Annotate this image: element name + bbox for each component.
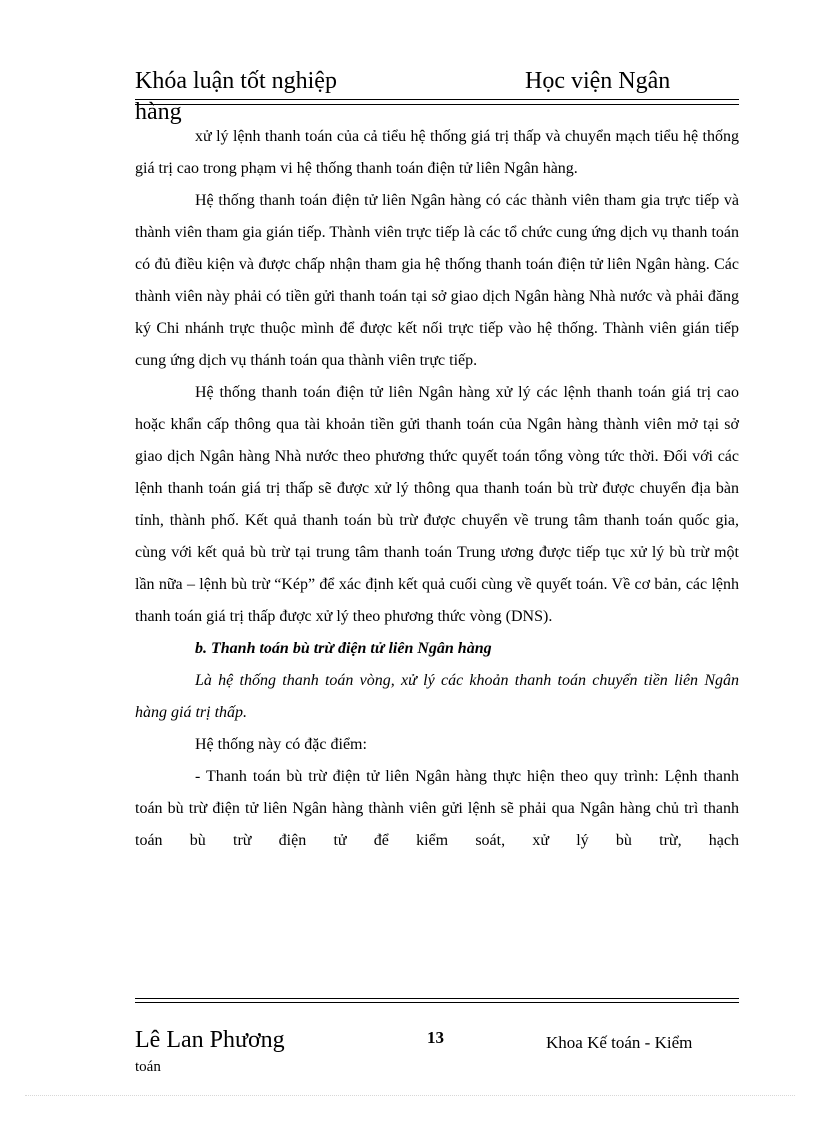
paragraph-features: Hệ thống này có đặc điểm: — [195, 736, 367, 753]
header-title-left: Khóa luận tốt nghiệp — [135, 68, 337, 94]
section-heading-b: b. Thanh toán bù trừ điện tử liên Ngân hàng — [195, 640, 492, 657]
header-rule-top — [135, 99, 739, 100]
footer-rule-bottom — [135, 1002, 739, 1003]
paragraph-italic-definition: Là hệ thống thanh toán vòng, xử lý các khoản thanh toán chuyển tiền liên Ngân hàng giá trị thấp. — [135, 672, 739, 721]
header-title-continuation: hàng — [135, 99, 182, 125]
header-title-right: Học viện Ngân — [525, 68, 671, 94]
page-number: 13 — [427, 1028, 444, 1047]
paragraph-last: - Thanh toán bù trừ điện tử liên Ngân hàng thực hiện theo quy trình: Lệnh thanh toán bù trừ điện tử liên Ngân hàng thành viên gửi lệnh sẽ phải qua Ngân hàng chủ trì thanh toán bù trừ điện tử để kiểm soát, xử lý bù trừ, hạch — [135, 768, 739, 849]
footer-author-continuation: toán — [135, 1059, 161, 1075]
paragraph-3: Hệ thống thanh toán điện tử liên Ngân hàng xử lý các lệnh thanh toán giá trị cao hoặc khẩn cấp thông qua tài khoản tiền gửi thanh toán của Ngân hàng thành viên mở tại sở giao dịch Ngân hàng Nhà nước theo phương thức quyết toán tổng vòng tức thời. Đối với các lệnh thanh toán giá trị thấp sẽ được xử lý thông qua thanh toán bù trừ được chuyển địa bàn tỉnh, thành phố. Kết quả thanh toán bù trừ được chuyển về trung tâm thanh toán quốc gia, cùng với kết quả bù trừ tại trung tâm thanh toán Trung ương được tiếp tục xử lý bù trừ một lần nữa – lệnh bù trừ “Kép” để xác định kết quả cuối cùng về quyết toán. Về cơ bản, các lệnh thanh toán giá trị thấp được xử lý theo phương thức vòng (DNS). — [135, 384, 739, 625]
document-body — [135, 121, 739, 857]
paragraph-1: xử lý lệnh thanh toán của cả tiểu hệ thống giá trị thấp và chuyển mạch tiểu hệ thống giá trị cao trong phạm vi hệ thống thanh toán điện tử liên Ngân hàng. — [135, 128, 739, 177]
paragraph-2: Hệ thống thanh toán điện tử liên Ngân hàng có các thành viên tham gia trực tiếp và thành viên tham gia gián tiếp. Thành viên trực tiếp là các tổ chức cung ứng dịch vụ thanh toán có đủ điều kiện và được chấp nhận tham gia hệ thống thanh toán điện tử liên Ngân hàng. Các thành viên này phải có tiền gửi thanh toán tại sở giao dịch Ngân hàng Nhà nước và phải đăng ký Chi nhánh trực thuộc mình để được kết nối trực tiếp vào hệ thống. Thành viên gián tiếp cung ứng dịch vụ thánh toán qua thành viên trực tiếp. — [135, 192, 739, 369]
footer-department: Khoa Kế toán - Kiểm — [546, 1033, 693, 1052]
footer-rule-top — [135, 998, 739, 999]
header-rule-bottom — [135, 104, 739, 105]
footer-author: Lê Lan Phương — [135, 1027, 285, 1053]
page-bottom-dotted-line — [25, 1095, 795, 1096]
